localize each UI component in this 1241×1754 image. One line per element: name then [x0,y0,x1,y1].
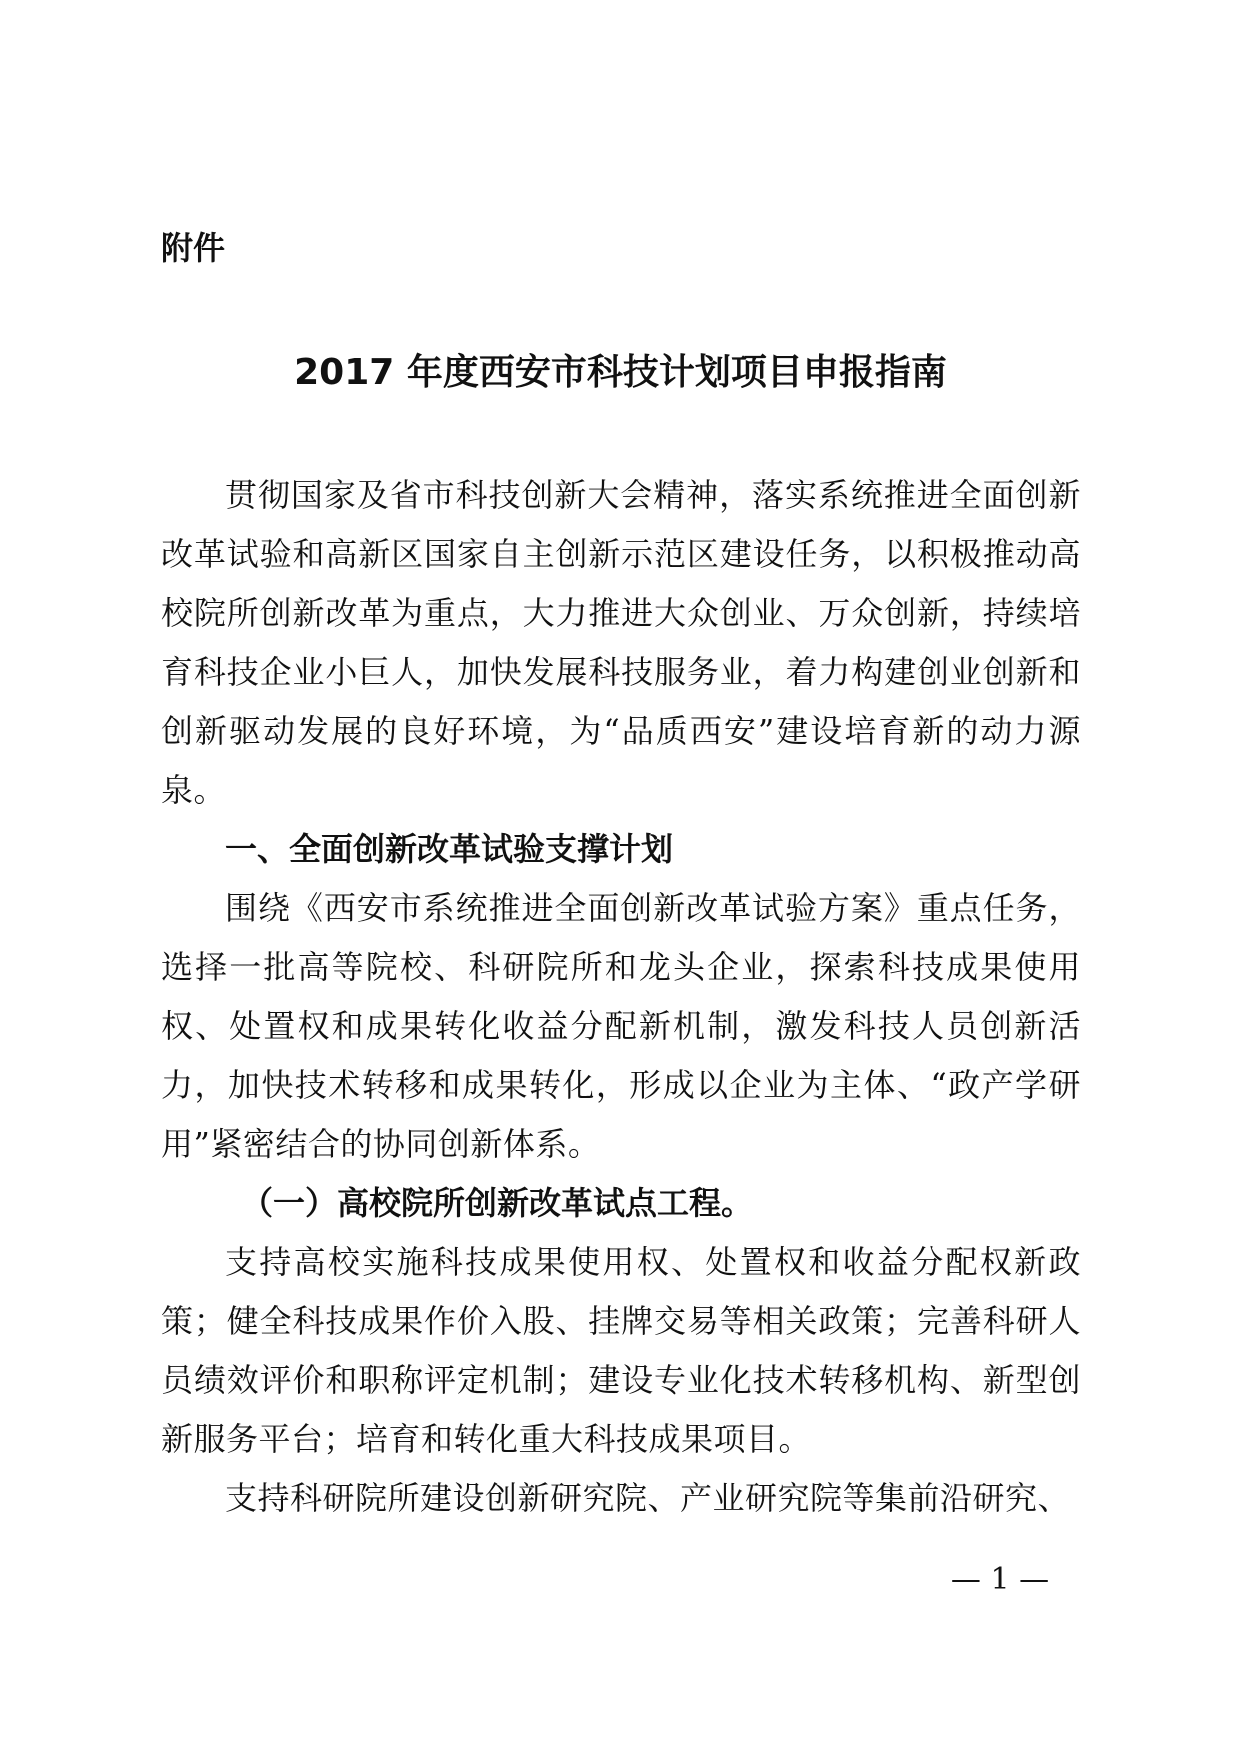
subsection-1-heading: （一）高校院所创新改革试点工程。 [241,1184,754,1222]
attachment-label: 附件 [161,229,226,267]
page-number: — 1 — [950,1562,1050,1597]
section-1-paragraph: 围绕《西安市系统推进全面创新改革试验方案》重点任务，选择一批高等院校、科研院所和龙头企业，探索科技成果使用权、处置权和成果转化收益分配新机制，激发科技人员创新活力，加快技术转移和成果转化，形成以企业为主体、“政产学研用”紧密结合的协同创新体系。 [161,889,1081,1163]
subsection-1-paragraph-2: 支持科研院所建设创新研究院、产业研究院等集前沿研究、 [225,1479,1071,1517]
document-body [161,466,1081,1528]
subsection-1-paragraph-1: 支持高校实施科技成果使用权、处置权和收益分配权新政策；健全科技成果作价入股、挂牌交易等相关政策；完善科研人员绩效评价和职称评定机制；建设专业化技术转移机构、新型创新服务平台；培育和转化重大科技成果项目。 [161,1243,1081,1458]
document-title: 2017 年度西安市科技计划项目申报指南 [294,352,947,393]
intro-paragraph: 贯彻国家及省市科技创新大会精神，落实系统推进全面创新改革试验和高新区国家自主创新示范区建设任务，以积极推动高校院所创新改革为重点，大力推进大众创业、万众创新，持续培育科技企业小巨人，加快发展科技服务业，着力构建创业创新和创新驱动发展的良好环境，为“品质西安”建设培育新的动力源泉。 [161,476,1081,809]
section-1-heading: 一、全面创新改革试验支撑计划 [225,830,674,868]
